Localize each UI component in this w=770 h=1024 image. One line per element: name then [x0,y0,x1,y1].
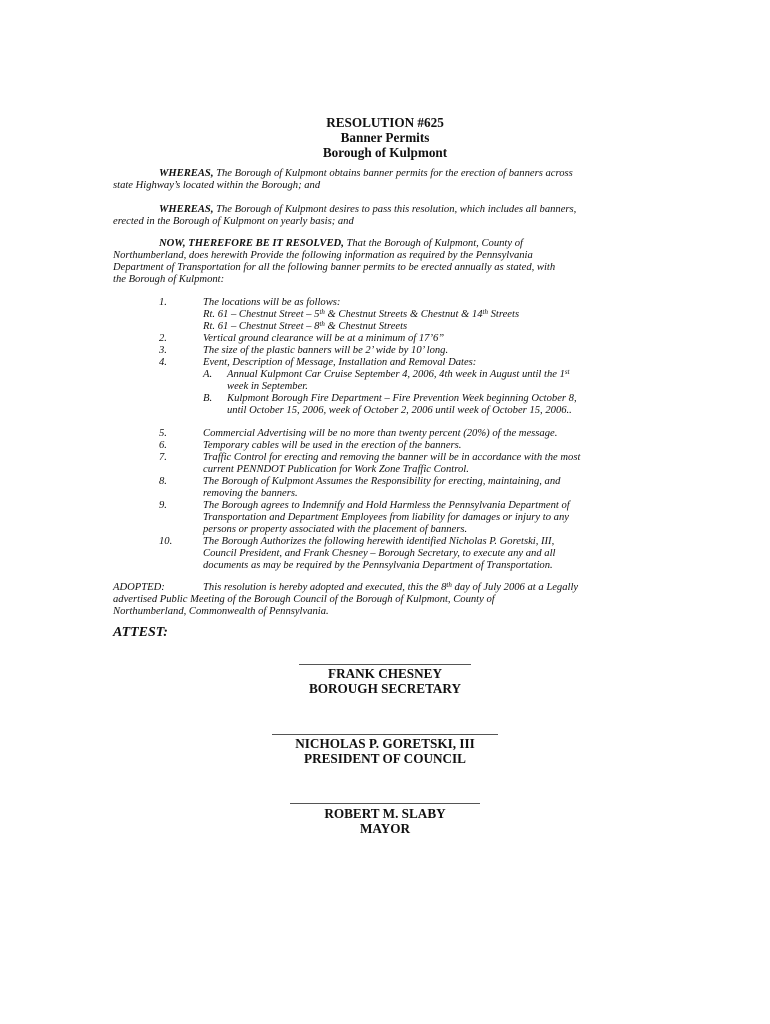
subitem-text: Annual Kulpmont Car Cruise September 4, 2006, 4th week in August until the 1st [227,368,570,380]
resolved-line2: Northumberland, does herewith Provide the following information as required by the Pennsylvania [113,250,533,261]
resolved-lead: NOW, THEREFORE BE IT RESOLVED, [159,238,344,249]
adopted-line1: This resolution is hereby adopted and executed, this the 8th day of July 2006 at a Legally [203,581,579,593]
whereas2-line1: WHEREAS, The Borough of Kulpmont desires to pass this resolution, which includes all banners, [159,204,577,215]
whereas1-line2: state Highway’s located within the Borough; and [113,180,321,191]
item-text: Rt. 61 – Chestnut Street – 8th & Chestnut Streets [203,320,408,332]
item-text: Traffic Control for erecting and removing the banner will be in accordance with the most [203,452,581,463]
item-number: 7. [159,452,167,463]
attest-label: ATTEST: [113,625,168,640]
item-number: 8. [159,476,167,487]
adopted-label: ADOPTED: [113,582,165,593]
signature-line [299,664,471,665]
item-number: 1. [159,297,167,308]
subitem-letter: B. [203,393,213,404]
signer-title: MAYOR [359,821,411,836]
subitem-text: until October 15, 2006, week of October 2, 2006 until week of October 15, 2006.. [227,405,572,416]
resolved-line1: NOW, THEREFORE BE IT RESOLVED, That the Borough of Kulpmont, County of [159,238,523,249]
signer-name: ROBERT M. SLABY [324,806,446,821]
item-text: The Borough Authorizes the following herewith identified Nicholas P. Goretski, III, [203,536,555,547]
item-text: Temporary cables will be used in the erection of the banners. [203,440,462,451]
resolved-line4: the Borough of Kulpmont: [113,274,225,285]
whereas2-lead: WHEREAS, [159,204,214,215]
item-number: 3. [159,345,167,356]
whereas1-lead: WHEREAS, [159,168,214,179]
item-number: 9. [159,500,167,511]
item-text: removing the banners. [203,488,298,499]
resolution-entity: Borough of Kulpmont [322,145,448,160]
adopted-line3: Northumberland, Commonwealth of Pennsylvania. [113,606,329,617]
resolution-subtitle: Banner Permits [340,130,430,145]
signer-title: BOROUGH SECRETARY [308,681,462,696]
signature-line [290,803,480,804]
item-text: Transportation and Department Employees from liability for damages or injury to any [203,512,569,523]
item-text: The size of the plastic banners will be 2’ wide by 10’ long. [203,345,449,356]
subitem-text: week in September. [227,381,308,392]
item-text: documents as may be required by the Pennsylvania Department of Transportation. [203,560,553,571]
signer-title: PRESIDENT OF COUNCIL [304,751,466,766]
signature-line [272,734,498,735]
item-text: persons or property associated with the placement of banners. [203,524,468,535]
item-number: 6. [159,440,167,451]
item-number: 10. [159,536,173,547]
signer-name: NICHOLAS P. GORETSKI, III [295,736,475,751]
whereas1-line1: WHEREAS, The Borough of Kulpmont obtains banner permits for the erection of banners across [159,168,573,179]
item-text: current PENNDOT Publication for Work Zone Traffic Control. [203,464,469,475]
whereas2-line2: erected in the Borough of Kulpmont on yearly basis; and [113,216,354,227]
item-number: 5. [159,428,167,439]
adopted-line2: advertised Public Meeting of the Borough Council of the Borough of Kulpmont, County of [113,594,495,605]
item-text: Rt. 61 – Chestnut Street – 5th & Chestnut Streets & Chestnut & 14th Streets [203,308,520,320]
resolution-title: RESOLUTION #625 [326,115,444,130]
item-text: Vertical ground clearance will be at a minimum of 17’6” [203,333,445,344]
item-text: Council President, and Frank Chesney – Borough Secretary, to execute any and all [203,548,556,559]
item-number: 2. [159,333,167,344]
resolved-line3: Department of Transportation for all the following banner permits to be erected annually as stated, with [113,262,556,273]
item-text: Event, Description of Message, Installation and Removal Dates: [203,357,477,368]
item-text: The Borough of Kulpmont Assumes the Responsibility for erecting, maintaining, and [203,476,561,487]
subitem-text: Kulpmont Borough Fire Department – Fire Prevention Week beginning October 8, [227,393,577,404]
item-number: 4. [159,357,167,368]
subitem-letter: A. [203,369,213,380]
item-text: Commercial Advertising will be no more than twenty percent (20%) of the message. [203,428,558,439]
item-text: The locations will be as follows: [203,297,341,308]
item-text: The Borough agrees to Indemnify and Hold Harmless the Pennsylvania Department of [203,500,570,511]
signer-name: FRANK CHESNEY [328,666,442,681]
